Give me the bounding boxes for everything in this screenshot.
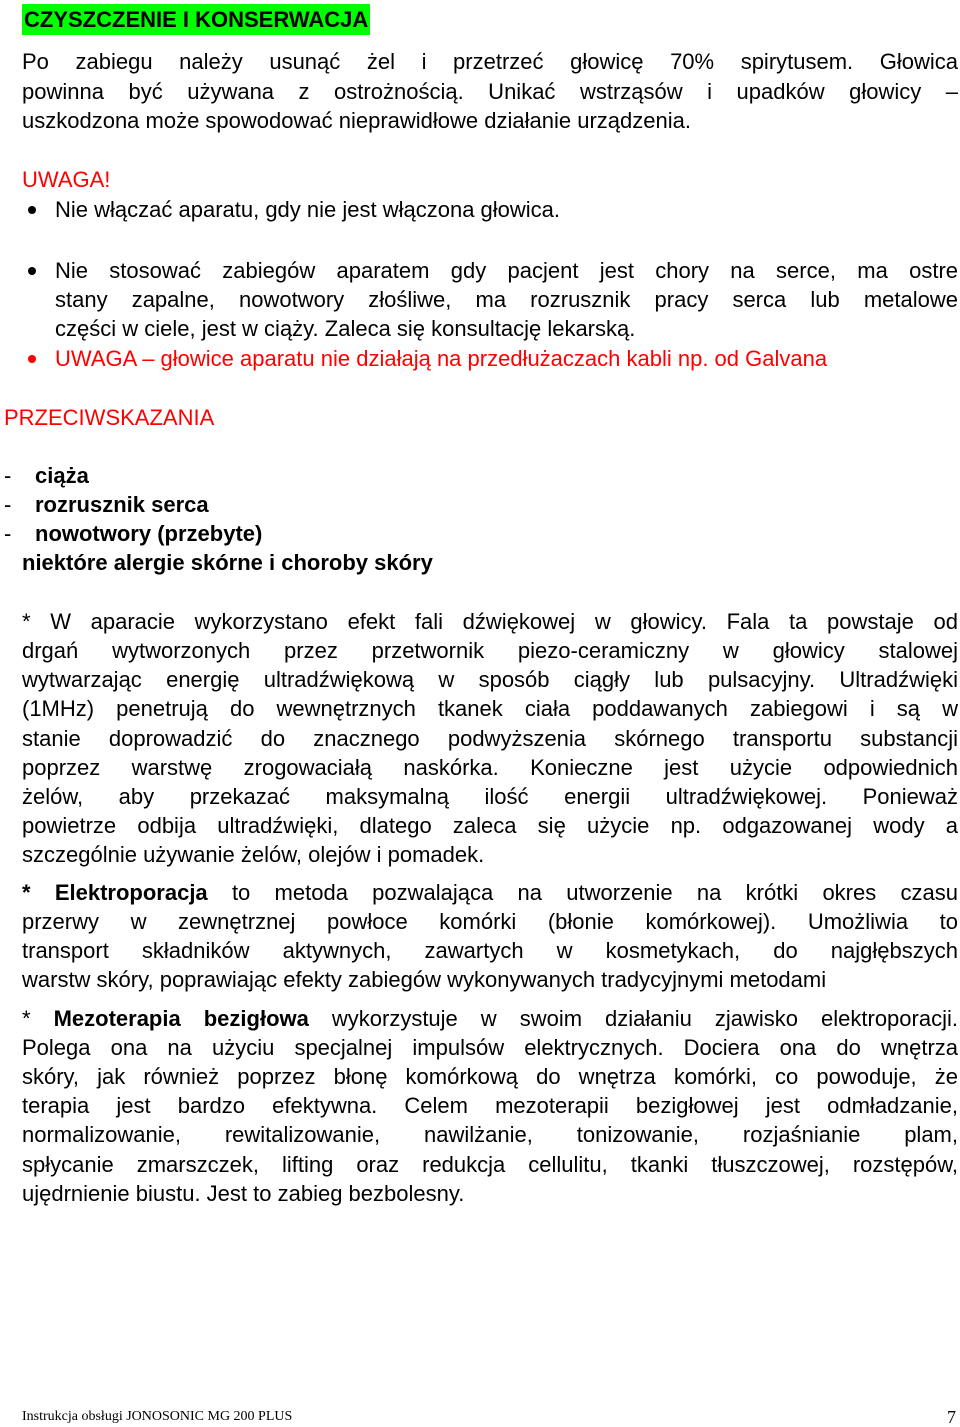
section-title: CZYSZCZENIE I KONSERWACJA	[22, 4, 370, 35]
electroporation-first-line-rest: to metoda pozwalająca na utworzenie na krótki okres czasu	[231, 880, 958, 905]
warning-bullet-3: UWAGA – głowice aparatu nie działają na przedłużaczach kabli np. od Galvana	[55, 346, 828, 371]
electroporation-line-3: transport składników aktywnych, zawartych w kosmetykach, do najgłębszych	[22, 938, 958, 963]
mesotherapy-line-4: terapia jest bardzo efektywna. Celem mezoterapii bezigłowej jest odmładzanie,	[22, 1093, 958, 1118]
electroporation-line-4: warstw skóry, poprawiając efekty zabiegów wykonywanych tradycyjnymi metodami	[22, 967, 827, 992]
mesotherapy-line-1	[22, 1006, 958, 1032]
contraindications-heading: PRZECIWSKAZANIA	[4, 405, 215, 430]
list-dash: -	[4, 492, 12, 517]
electroporation-line-1	[22, 880, 958, 906]
electroporation-star: *	[22, 880, 31, 905]
contraindication-extra: niektóre alergie skórne i choroby skóry	[22, 550, 433, 575]
mesotherapy-line-2: Polega ona na użyciu specjalnej impulsów elektrycznych. Dociera ona do wnętrza	[22, 1035, 958, 1060]
ultrasound-line-6: poprzez warstwę zrogowaciałą naskórka. Konieczne jest użycie odpowiednich	[22, 755, 958, 780]
mesotherapy-star: *	[22, 1006, 31, 1031]
ultrasound-line-8: powietrze odbija ultradźwięki, dlatego zaleca się użycie np. odgazowanej wody a	[22, 813, 958, 838]
mesotherapy-line-6: spłycanie zmarszczek, lifting oraz redukcja cellulitu, tkanki tłuszczowej, rozstępów,	[22, 1152, 958, 1177]
list-dash: -	[4, 463, 12, 488]
intro-line-3: uszkodzona może spowodować nieprawidłowe działanie urządzenia.	[22, 108, 691, 133]
ultrasound-line-4: (1MHz) penetrują do wewnętrznych tkanek ciała poddawanych zabiegowi i są w	[22, 696, 958, 721]
contraindication-item: rozrusznik serca	[35, 492, 209, 517]
ultrasound-line-5: stanie doprowadzić do znacznego podwyższenia skórnego transportu substancji	[22, 726, 958, 751]
bullet-icon	[28, 267, 36, 275]
electroporation-line-2: przerwy w zewnętrznej powłoce komórki (błonie komórkowej). Umożliwia to	[22, 909, 958, 934]
intro-line-2: powinna być używana z ostrożnością. Unikać wstrząsów i upadków głowicy –	[22, 79, 958, 104]
footer-text: Instrukcja obsługi JONOSONIC MG 200 PLUS	[22, 1409, 293, 1424]
page-number: 7	[947, 1407, 956, 1427]
bullet-icon	[28, 355, 36, 363]
ultrasound-line-1: * W aparacie wykorzystano efekt fali dźwiękowej w głowicy. Fala ta powstaje od	[22, 609, 958, 634]
ultrasound-line-3: wytwarzając energię ultradźwiękową w sposób ciągły lub pulsacyjny. Ultradźwięki	[22, 667, 958, 692]
warning-heading: UWAGA!	[22, 167, 111, 192]
warning-bullet-2-line-2: stany zapalne, nowotwory złośliwe, ma rozrusznik pracy serca lub metalowe	[55, 287, 958, 312]
intro-line-1: Po zabiegu należy usunąć żel i przetrzeć głowicę 70% spirytusem. Głowica	[22, 49, 958, 74]
ultrasound-line-9: szczególnie używanie żelów, olejów i pomadek.	[22, 842, 485, 867]
electroporation-term: Elektroporacja	[54, 880, 208, 905]
contraindication-item: ciąża	[35, 463, 89, 488]
mesotherapy-first-line-rest: wykorzystuje w swoim działaniu zjawisko elektroporacji.	[331, 1006, 958, 1031]
mesotherapy-line-5: normalizowanie, rewitalizowanie, nawilżanie, tonizowanie, rozjaśnianie plam,	[22, 1122, 958, 1147]
ultrasound-line-2: drgań wytworzonych przez przetwornik piezo-ceramiczny w głowicy stalowej	[22, 638, 958, 663]
mesotherapy-line-7: ujędrnienie biustu. Jest to zabieg bezbolesny.	[22, 1181, 465, 1206]
ultrasound-line-7: żelów, aby przekazać maksymalną ilość energii ultradźwiękowej. Ponieważ	[22, 784, 958, 809]
contraindication-item: nowotwory (przebyte)	[35, 521, 263, 546]
warning-bullet-1: Nie włączać aparatu, gdy nie jest włączona głowica.	[55, 197, 561, 222]
mesotherapy-term: Mezoterapia bezigłowa	[53, 1006, 309, 1031]
warning-bullet-2-line-1: Nie stosować zabiegów aparatem gdy pacjent jest chory na serce, ma ostre	[55, 258, 958, 283]
list-dash: -	[4, 521, 12, 546]
warning-bullet-2-line-3: części w ciele, jest w ciąży. Zaleca się konsultację lekarską.	[55, 316, 636, 341]
bullet-icon	[28, 206, 36, 214]
mesotherapy-line-3: skóry, jak również poprzez błonę komórkową do wnętrza komórki, co powoduje, że	[22, 1064, 958, 1089]
